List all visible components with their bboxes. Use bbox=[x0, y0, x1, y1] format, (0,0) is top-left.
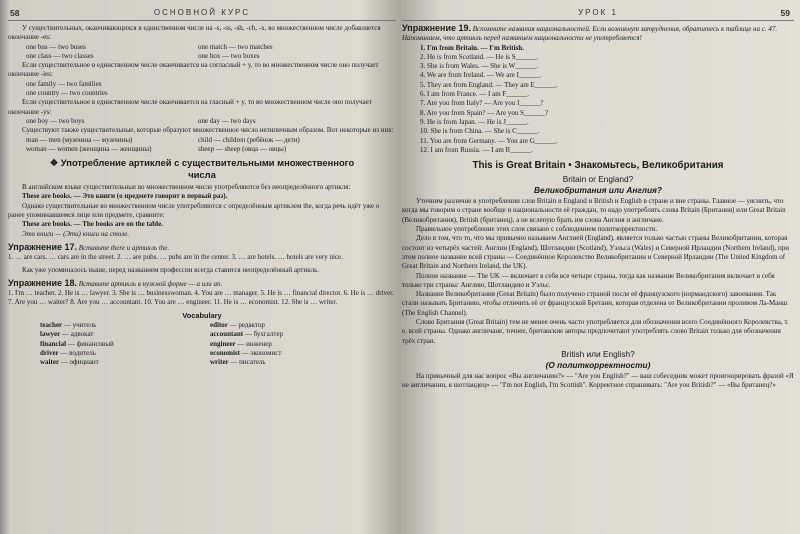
example-row: one bus — two buses one match — two matches bbox=[26, 42, 273, 51]
list-item: 9. He is from Japan. — He is J______. bbox=[420, 117, 529, 126]
paragraph: Однако существительные во множественном числе употребляются с определённым артиклем the, когда речь идёт уже о ранее упоминавшемся лице или предмете, сравните: bbox=[8, 201, 380, 220]
example-row: one family — two families bbox=[26, 79, 102, 88]
vocab-entry: editor — редактор bbox=[210, 321, 265, 330]
paragraph: Полное название — The UK — включает в себя все четыре страны, тогда как название Великобритания включает в себя только три страны: Англию, Шотландию и Уэльс. bbox=[402, 271, 775, 289]
example: These are books. — Это книги (о предмете говорят в первый раз). bbox=[22, 192, 228, 201]
running-head: ОСНОВНОЙ КУРС bbox=[153, 8, 251, 17]
exercise-list bbox=[402, 44, 794, 156]
example-row: one country — two countries bbox=[26, 89, 108, 98]
exercise-text: 1. … are cars. … cars are in the street. 2. … are pubs. … pubs are in the center. 3. … are hotels. … hotels are very nice. bbox=[8, 253, 343, 262]
example-row: one class — two classes one box — two boxes bbox=[26, 51, 260, 60]
paragraph: У существительных, оканчивающихся в единственном числе на -s, -ss, -sh, -ch, -x, во множественном числе добавляется окончание -es: bbox=[8, 24, 381, 42]
subheading: Britain or England? bbox=[562, 174, 634, 185]
exercise-instruction: Вспомните названия национальностей. Если возникнут затруднения, обратитесь к таблице на с. 47. Напоминаем, что артикль перед названием национальности не употребляется! bbox=[402, 25, 778, 43]
vocabulary-list bbox=[8, 321, 396, 367]
subheading-ru: Великобритания или Англия? bbox=[534, 185, 662, 196]
exercise-19 bbox=[402, 24, 794, 44]
left-page-body bbox=[8, 24, 396, 368]
exercise-title: Упражнение 19. bbox=[402, 23, 472, 33]
running-head: УРОК 1 bbox=[578, 8, 618, 17]
list-item: 8. Are you from Spain? — Are you S______? bbox=[420, 108, 549, 117]
list-item: 7. Are you from Italy? — Are you I______? bbox=[420, 99, 544, 108]
exercise-instruction: Вставьте there и артикль the. bbox=[78, 243, 170, 252]
list-item: 11. You are from Germany. — You are G______. bbox=[420, 136, 558, 145]
paragraph: Как уже упоминалось выше, перед названием профессии всегда ставится неопределённый артикль. bbox=[22, 265, 320, 274]
list-item: 1. I'm from Britain. — I'm British. bbox=[420, 43, 524, 52]
example: These are books. — The books are on the table. bbox=[22, 220, 163, 229]
vocab-entry: writer — писатель bbox=[210, 358, 266, 367]
example-translation: Это книги — (Эти) книги на столе. bbox=[22, 229, 130, 238]
vocab-entry: accountant — бухгалтер bbox=[210, 330, 284, 339]
paragraph: Название Великобритания (Great Britain) было получено страной после её французского (нормандского) завоевания. Так стали называть Британию, чтобы отличить её от французской Бретани, которая отделена от Великобритании проливом Ла-Манш (The English Channel). bbox=[402, 290, 788, 317]
example-row: man — men (мужчина — мужчины) child — children (ребёнок — дети) bbox=[26, 135, 300, 144]
list-item: 12. I am from Russia. — I am R______. bbox=[420, 145, 533, 154]
subheading-ru: (О политкорректности) bbox=[545, 359, 651, 370]
vocab-entry: lawyer — адвокат bbox=[40, 330, 94, 339]
exercise-18 bbox=[8, 279, 396, 289]
exercise-text: 1. I'm … teacher. 2. He is … lawyer. 3. She is … businesswoman. 4. You are … manager. 5. He is … financial director. 6. He is … driver. 7. Are you … waiter? 8. Are you … accountant. 10. You are … engineer. 11. He is … economist. 12. She is … writer. bbox=[8, 289, 394, 307]
vocab-entry: engineer — инженер bbox=[210, 339, 272, 348]
example-row: woman — women (женщина — женщины) sheep — sheep (овца — овцы) bbox=[26, 144, 287, 153]
right-page bbox=[402, 0, 794, 534]
paragraph: На привычный для нас вопрос «Вы англичанин?» — "Are you English?" — ваш собеседник может проигнорировать фразой «Я не англичанин, я шотландец» — "I'm not English, I'm Scottish". Корректное спрашивать: "Are you British?" — «Вы британец?» bbox=[402, 371, 794, 390]
exercise-title: Упражнение 17. bbox=[8, 241, 78, 252]
paragraph: Если существительное в единственном числе оканчивается на гласный + y, то во множественном числе оно получает окончание -ys: bbox=[8, 98, 372, 116]
example-row: one boy — two boys one day — two days bbox=[26, 116, 256, 125]
vocab-entry: financial — финансовый bbox=[40, 339, 114, 348]
vocab-entry: waiter — официант bbox=[40, 358, 99, 367]
paragraph: В английском языке существительные во множественном числе употребляются без неопределённого артикля: bbox=[22, 183, 351, 192]
right-page-header bbox=[402, 6, 794, 21]
list-item: 6. I am from France. — I am F______. bbox=[420, 90, 530, 99]
paragraph: Правильное употребление этих слов связано с соблюдением политкорректности. bbox=[416, 225, 658, 234]
subheading: British или English? bbox=[561, 348, 635, 359]
paragraph: Слово Британия (Great Britain) тем не менее очень часто употребляется для обозначения всего Соединённого Королевства, т. е. всей страны. Однако англичане, точнее, британские авторы предпочитают употреблять слово Britain только для обозначения трёх стран. bbox=[402, 318, 789, 345]
paragraph: Уточним различие в употреблении слов Britain и England и British и English в стране и вне страны. Главное — уяснить, что когда мы говорим о стране вообще и национальности её граждан, то надо употреблять слова Britain (Британия) или Great Britain (Великобритания), British (британец), а не вслепую брать им слова Англия и англичане. bbox=[402, 197, 786, 224]
page-number: 58 bbox=[10, 8, 20, 18]
paragraph: Если существительное в единственном числе оканчивается на согласный + y, то во множественном числе оно получает окончание -ies: bbox=[8, 61, 379, 79]
list-item: 4. We are from Ireland. — We are I______. bbox=[420, 71, 542, 80]
exercise-17 bbox=[8, 243, 396, 253]
right-page-body bbox=[402, 24, 794, 391]
section-title: This is Great Britain • Знакомьтесь, Великобритания bbox=[472, 160, 724, 172]
paragraph: Существуют также существительные, которые образуют множественное число нетипичным образом. Вот некоторые из них: bbox=[22, 126, 394, 135]
section-heading: ❖ Употребление артиклей с существительными множественного числа bbox=[49, 157, 355, 181]
exercise-instruction: Вставьте артикль в нужной форме — a или an. bbox=[78, 279, 223, 288]
left-page bbox=[8, 0, 396, 534]
page-number: 59 bbox=[780, 8, 790, 18]
list-item: 10. She is from China. — She is C______. bbox=[420, 127, 540, 136]
vocab-entry: driver — водитель bbox=[40, 348, 96, 357]
list-item: 5. They are from England. — They are E______. bbox=[420, 80, 558, 89]
list-item: 2. He is from Scotland. — He is S______. bbox=[420, 52, 539, 61]
exercise-title: Упражнение 18. bbox=[8, 277, 78, 288]
list-item: 3. She is from Wales. — She is W______. bbox=[420, 62, 538, 71]
left-page-header bbox=[8, 6, 396, 21]
paragraph: Дело в том, что то, что мы привычно называем Англией (England), является только частью страны Великобритании, которая состоит из четырёх частей: Англии (England), Шотландии (Scotland), Уэльса (Wales) и Северной Ирландии (Northern Ireland), при этом полное название всей страны — Соединённое Королевство Великобритании и Северной Ирландии (The United Kingdom of Great Britain and Northern Ireland, the UK). bbox=[402, 234, 789, 271]
vocabulary-title: Vocabulary bbox=[182, 310, 222, 320]
vocab-entry: economist — экономист bbox=[210, 348, 282, 357]
vocab-entry: teacher — учитель bbox=[40, 321, 97, 330]
